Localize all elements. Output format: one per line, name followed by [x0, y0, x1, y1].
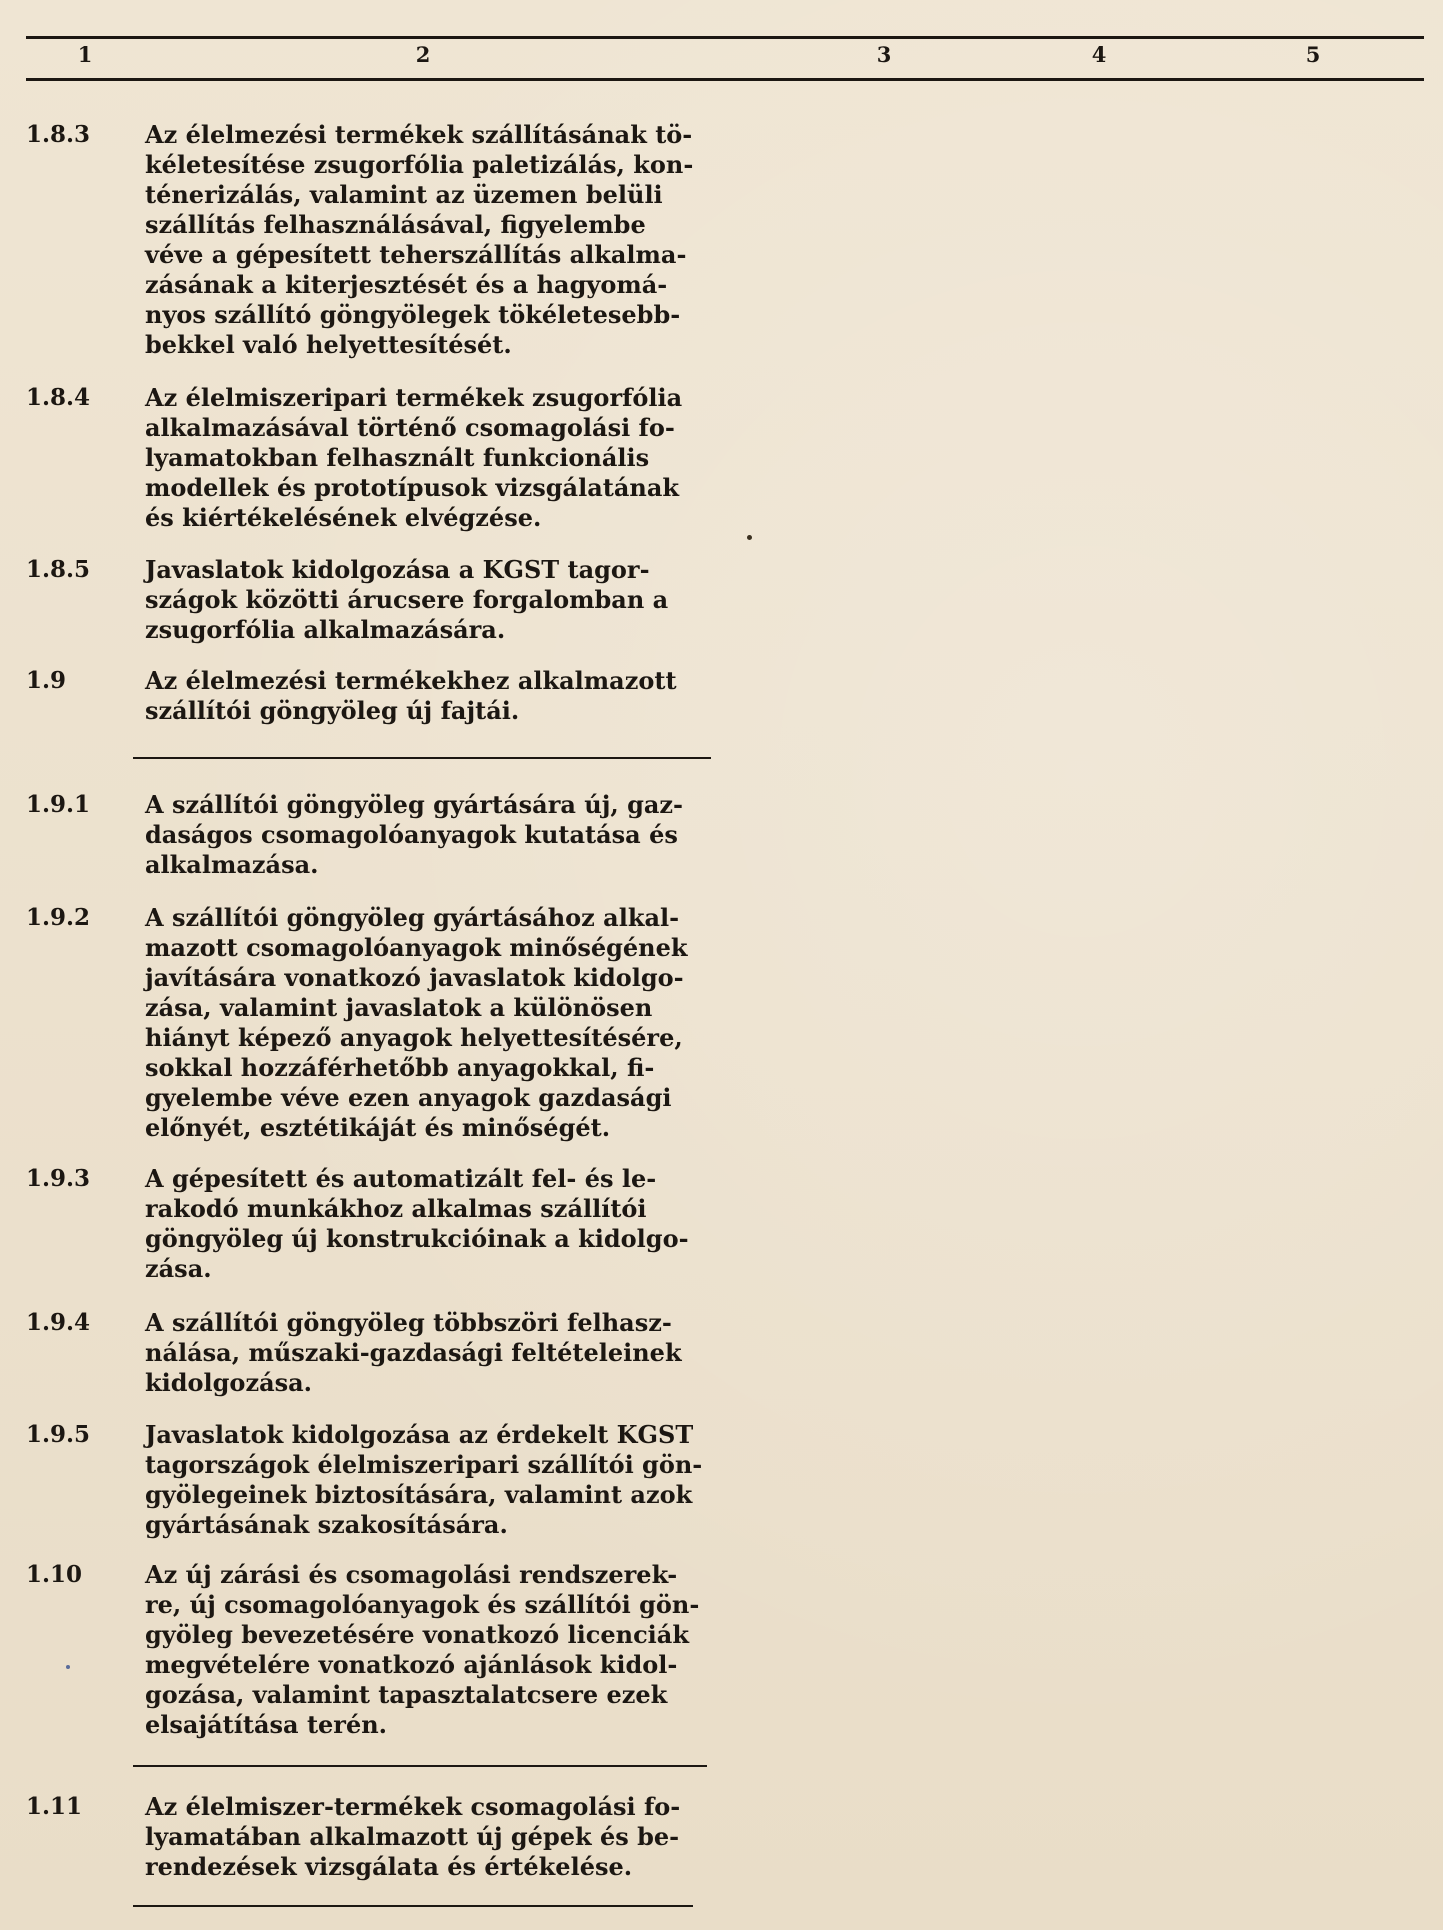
text-line: Az élelmezési termékekhez alkalmazott [145, 666, 677, 695]
entry-text [145, 383, 710, 533]
column-number-4: 4 [1091, 42, 1107, 67]
entry-text [145, 555, 710, 645]
entry-code: 1.9.4 [26, 1309, 91, 1336]
text-line: ténerizálás, valamint az üzemen belüli [145, 180, 663, 209]
text-line: zása, valamint javaslatok a különösen [145, 993, 653, 1022]
text-line: alkalmazásával történő csomagolási fo- [145, 413, 675, 442]
text-line: kidolgozása. [145, 1368, 313, 1397]
text-line: re, új csomagolóanyagok és szállítói gön- [145, 1590, 700, 1619]
text-line: göngyöleg új konstrukcióinak a kidolgo- [145, 1224, 689, 1253]
section-divider [133, 1765, 707, 1767]
entry-text [145, 1560, 710, 1740]
text-line: gozása, valamint tapasztalatcsere ezek [145, 1680, 668, 1709]
text-line: mazott csomagolóanyagok minőségének [145, 933, 688, 962]
print-speck [747, 535, 752, 540]
text-line: A szállítói göngyöleg többszöri felhasz- [145, 1308, 672, 1337]
text-line: A szállítói göngyöleg gyártására új, gaz- [145, 790, 684, 819]
text-line: nyos szállító göngyölegek tökéletesebb- [145, 300, 681, 329]
text-line: gyártásának szakosítására. [145, 1510, 508, 1539]
text-line: véve a gépesített teherszállítás alkalma- [145, 240, 687, 269]
text-line: Az élelmiszer-termékek csomagolási fo- [145, 1792, 681, 1821]
text-line: tagországok élelmiszeripari szállítói gön- [145, 1450, 703, 1479]
entry-code: 1.8.3 [26, 121, 91, 148]
text-line: nálása, műszaki-gazdasági feltételeinek [145, 1338, 682, 1367]
text-line: daságos csomagolóanyagok kutatása és [145, 820, 678, 849]
entry-code: 1.9.5 [26, 1421, 91, 1448]
text-line: lyamatában alkalmazott új gépek és be- [145, 1822, 680, 1851]
entry-text [145, 1164, 710, 1284]
text-line: szállítás felhasználásával, figyelembe [145, 210, 646, 239]
text-line: modellek és prototípusok vizsgálatának [145, 473, 680, 502]
text-line: rendezések vizsgálata és értékelése. [145, 1852, 633, 1881]
column-number-3: 3 [876, 42, 892, 67]
entry-text [145, 666, 710, 726]
text-line: elsajátítása terén. [145, 1710, 388, 1739]
text-line: bekkel való helyettesítését. [145, 330, 512, 359]
text-line: sokkal hozzáférhetőbb anyagokkal, fi- [145, 1053, 655, 1082]
text-line: Az élelmiszeripari termékek zsugorfólia [145, 383, 683, 412]
text-line: A szállítói göngyöleg gyártásához alkal- [145, 903, 680, 932]
text-line: zása. [145, 1254, 212, 1283]
entry-code: 1.9.3 [26, 1165, 91, 1192]
text-line: A gépesített és automatizált fel- és le- [145, 1164, 657, 1193]
text-line: lyamatokban felhasznált funkcionális [145, 443, 650, 472]
text-line: szállítói göngyöleg új fajtái. [145, 696, 520, 725]
entry-code: 1.9 [26, 667, 67, 694]
text-line: zsugorfólia alkalmazására. [145, 615, 506, 644]
entry-text [145, 1308, 710, 1398]
column-number-5: 5 [1305, 42, 1321, 67]
entry-text [145, 1420, 710, 1540]
text-line: Az élelmezési termékek szállításának tö- [145, 120, 693, 149]
text-line: gyölegeinek biztosítására, valamint azok [145, 1480, 693, 1509]
entry-text [145, 903, 710, 1143]
header-bottom-rule [26, 78, 1424, 81]
text-line: és kiértékelésének elvégzése. [145, 503, 542, 532]
text-line: hiányt képező anyagok helyettesítésére, [145, 1023, 683, 1052]
text-line: gyöleg bevezetésére vonatkozó licenciák [145, 1620, 689, 1649]
entry-code: 1.10 [26, 1561, 83, 1588]
text-line: megvételére vonatkozó ajánlások kidol- [145, 1650, 678, 1679]
text-line: előnyét, esztétikáját és minőségét. [145, 1113, 611, 1142]
column-number-1: 1 [77, 42, 93, 67]
column-number-2: 2 [415, 42, 431, 67]
entry-code: 1.8.4 [26, 384, 91, 411]
entry-code: 1.9.2 [26, 904, 91, 931]
entry-code: 1.9.1 [26, 791, 91, 818]
entry-code: 1.8.5 [26, 556, 91, 583]
text-line: Javaslatok kidolgozása az érdekelt KGST [145, 1420, 694, 1449]
entry-text [145, 120, 710, 360]
text-line: kéletesítése zsugorfólia paletizálás, kon- [145, 150, 694, 179]
entry-text [145, 790, 710, 880]
text-line: Az új zárási és csomagolási rendszerek- [145, 1560, 678, 1589]
section-divider [133, 1905, 693, 1907]
text-line: rakodó munkákhoz alkalmas szállítói [145, 1194, 647, 1223]
text-line: javítására vonatkozó javaslatok kidolgo- [145, 963, 684, 992]
text-line: gyelembe véve ezen anyagok gazdasági [145, 1083, 672, 1112]
entry-code: 1.11 [26, 1793, 83, 1820]
text-line: alkalmazása. [145, 850, 319, 879]
text-line: zásának a kiterjesztését és a hagyomá- [145, 270, 668, 299]
text-line: szágok közötti árucsere forgalomban a [145, 585, 669, 614]
text-line: Javaslatok kidolgozása a KGST tagor- [145, 555, 650, 584]
print-speck [66, 1665, 70, 1669]
entry-text [145, 1792, 710, 1882]
header-top-rule [26, 36, 1424, 39]
section-divider [133, 757, 711, 759]
